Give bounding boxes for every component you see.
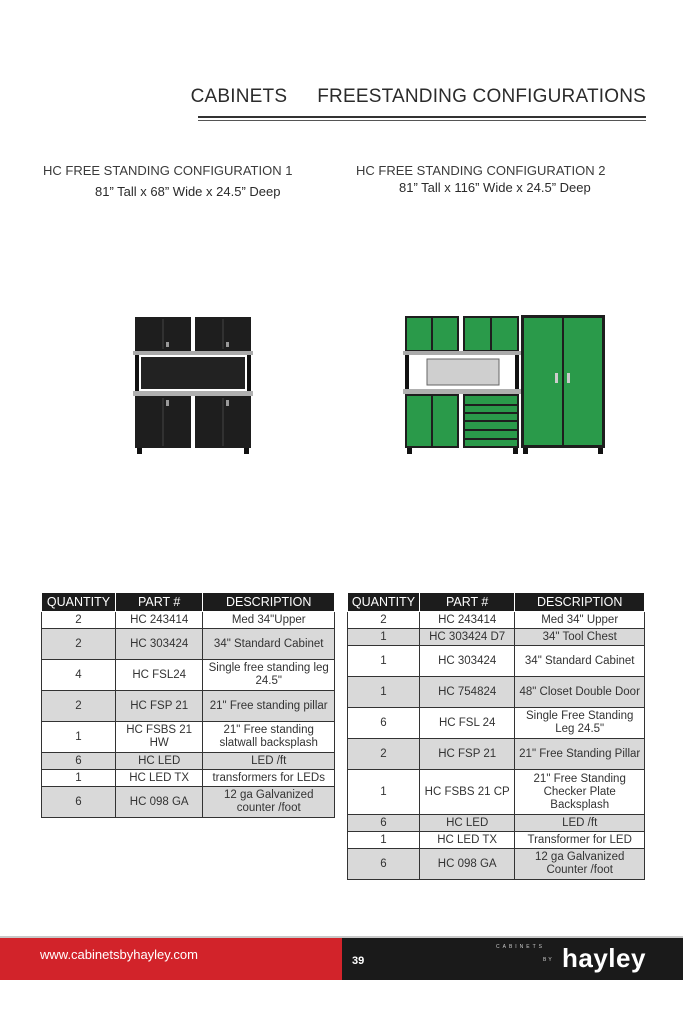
config1-cabinet-image xyxy=(133,315,253,455)
cell-part: HC FSP 21 xyxy=(115,691,203,722)
cell-desc: 21" Free standing pillar xyxy=(203,691,335,722)
brand-logo-cabinets: CABINETS xyxy=(496,944,546,950)
brand-logo-by: BY xyxy=(543,957,554,963)
table-row xyxy=(42,629,335,660)
cell-desc: 21" Free Standing Checker Plate Backsplash xyxy=(515,770,645,815)
config1-title: HC FREE STANDING CONFIGURATION 1 xyxy=(43,163,293,178)
page-number: 39 xyxy=(352,955,365,967)
cell-part: HC FSBS 21 HW xyxy=(115,722,203,753)
cell-part: HC FSBS 21 CP xyxy=(419,770,514,815)
cell-desc: Transformer for LED xyxy=(515,832,645,849)
cell-part: HC 303424 xyxy=(115,629,203,660)
cell-qty: 2 xyxy=(42,691,116,722)
col-quantity: QUANTITY xyxy=(42,593,116,612)
table-row xyxy=(348,629,645,646)
table-row xyxy=(348,849,645,880)
parts-table-2 xyxy=(347,592,645,880)
config2-title: HC FREE STANDING CONFIGURATION 2 xyxy=(356,163,606,178)
table-row xyxy=(348,832,645,849)
table-row xyxy=(348,612,645,629)
cell-qty: 1 xyxy=(348,770,420,815)
table-header-row xyxy=(42,593,335,612)
cell-qty: 4 xyxy=(42,660,116,691)
cell-part: HC 098 GA xyxy=(419,849,514,880)
cell-desc: 48" Closet Double Door xyxy=(515,677,645,708)
table-header-row xyxy=(348,593,645,612)
cell-part: HC FSL24 xyxy=(115,660,203,691)
cell-desc: 21" Free standing slatwall backsplash xyxy=(203,722,335,753)
config2-dimensions: 81” Tall x 116” Wide x 24.5” Deep xyxy=(399,180,591,195)
table-row xyxy=(42,691,335,722)
table-row xyxy=(42,770,335,787)
table-row xyxy=(348,646,645,677)
section-label: CABINETS xyxy=(190,86,288,107)
cell-desc: 34" Tool Chest xyxy=(515,629,645,646)
cell-qty: 2 xyxy=(42,629,116,660)
header-rule-thin xyxy=(198,120,646,121)
table-row xyxy=(42,722,335,753)
cell-qty: 2 xyxy=(348,739,420,770)
col-description: DESCRIPTION xyxy=(515,593,645,612)
cell-part: HC LED TX xyxy=(115,770,203,787)
table-row xyxy=(348,815,645,832)
cell-desc: LED /ft xyxy=(203,753,335,770)
section-subtitle: FREESTANDING CONFIGURATIONS xyxy=(317,86,646,107)
cell-part: HC 098 GA xyxy=(115,787,203,818)
page-header xyxy=(150,86,646,108)
cell-desc: Med 34" Upper xyxy=(515,612,645,629)
table-row xyxy=(42,612,335,629)
cell-desc: 12 ga Galvanized Counter /foot xyxy=(515,849,645,880)
col-description: DESCRIPTION xyxy=(203,593,335,612)
cell-desc: transformers for LEDs xyxy=(203,770,335,787)
cell-qty: 6 xyxy=(348,815,420,832)
brand-logo: hayley xyxy=(562,943,646,973)
table-row xyxy=(348,770,645,815)
config2-cabinet-image xyxy=(403,313,607,455)
cell-part: HC LED xyxy=(115,753,203,770)
page-title xyxy=(150,86,646,108)
table-row xyxy=(348,739,645,770)
cell-qty: 1 xyxy=(348,677,420,708)
cell-qty: 1 xyxy=(42,722,116,753)
cell-part: HC 303424 D7 xyxy=(419,629,514,646)
cell-desc: LED /ft xyxy=(515,815,645,832)
cell-part: HC LED xyxy=(419,815,514,832)
cell-part: HC FSP 21 xyxy=(419,739,514,770)
cell-qty: 6 xyxy=(348,708,420,739)
cell-qty: 6 xyxy=(348,849,420,880)
cell-part: HC 243414 xyxy=(419,612,514,629)
col-quantity: QUANTITY xyxy=(348,593,420,612)
parts-table-1 xyxy=(41,592,335,818)
cell-qty: 6 xyxy=(42,787,116,818)
cell-desc: 21" Free Standing Pillar xyxy=(515,739,645,770)
cell-qty: 1 xyxy=(348,832,420,849)
cell-part: HC FSL 24 xyxy=(419,708,514,739)
table-row xyxy=(348,708,645,739)
cell-qty: 1 xyxy=(348,629,420,646)
cell-qty: 1 xyxy=(348,646,420,677)
table-row xyxy=(42,660,335,691)
cell-part: HC LED TX xyxy=(419,832,514,849)
cell-part: HC 303424 xyxy=(419,646,514,677)
col-part: PART # xyxy=(115,593,203,612)
cell-qty: 2 xyxy=(42,612,116,629)
cell-desc: Single free standing leg 24.5" xyxy=(203,660,335,691)
cell-desc: Single Free Standing Leg 24.5" xyxy=(515,708,645,739)
cell-qty: 6 xyxy=(42,753,116,770)
cell-qty: 2 xyxy=(348,612,420,629)
cell-desc: 12 ga Galvanized counter /foot xyxy=(203,787,335,818)
cell-part: HC 243414 xyxy=(115,612,203,629)
col-part: PART # xyxy=(419,593,514,612)
cell-desc: 34" Standard Cabinet xyxy=(203,629,335,660)
cell-part: HC 754824 xyxy=(419,677,514,708)
cell-qty: 1 xyxy=(42,770,116,787)
page-footer xyxy=(0,938,683,980)
cell-desc: Med 34"Upper xyxy=(203,612,335,629)
config1-dimensions: 81” Tall x 68” Wide x 24.5” Deep xyxy=(95,184,281,199)
website-link[interactable]: www.cabinetsbyhayley.com xyxy=(40,947,198,962)
header-rule xyxy=(198,116,646,118)
cell-desc: 34" Standard Cabinet xyxy=(515,646,645,677)
table-row xyxy=(42,753,335,770)
table-row xyxy=(42,787,335,818)
table-row xyxy=(348,677,645,708)
